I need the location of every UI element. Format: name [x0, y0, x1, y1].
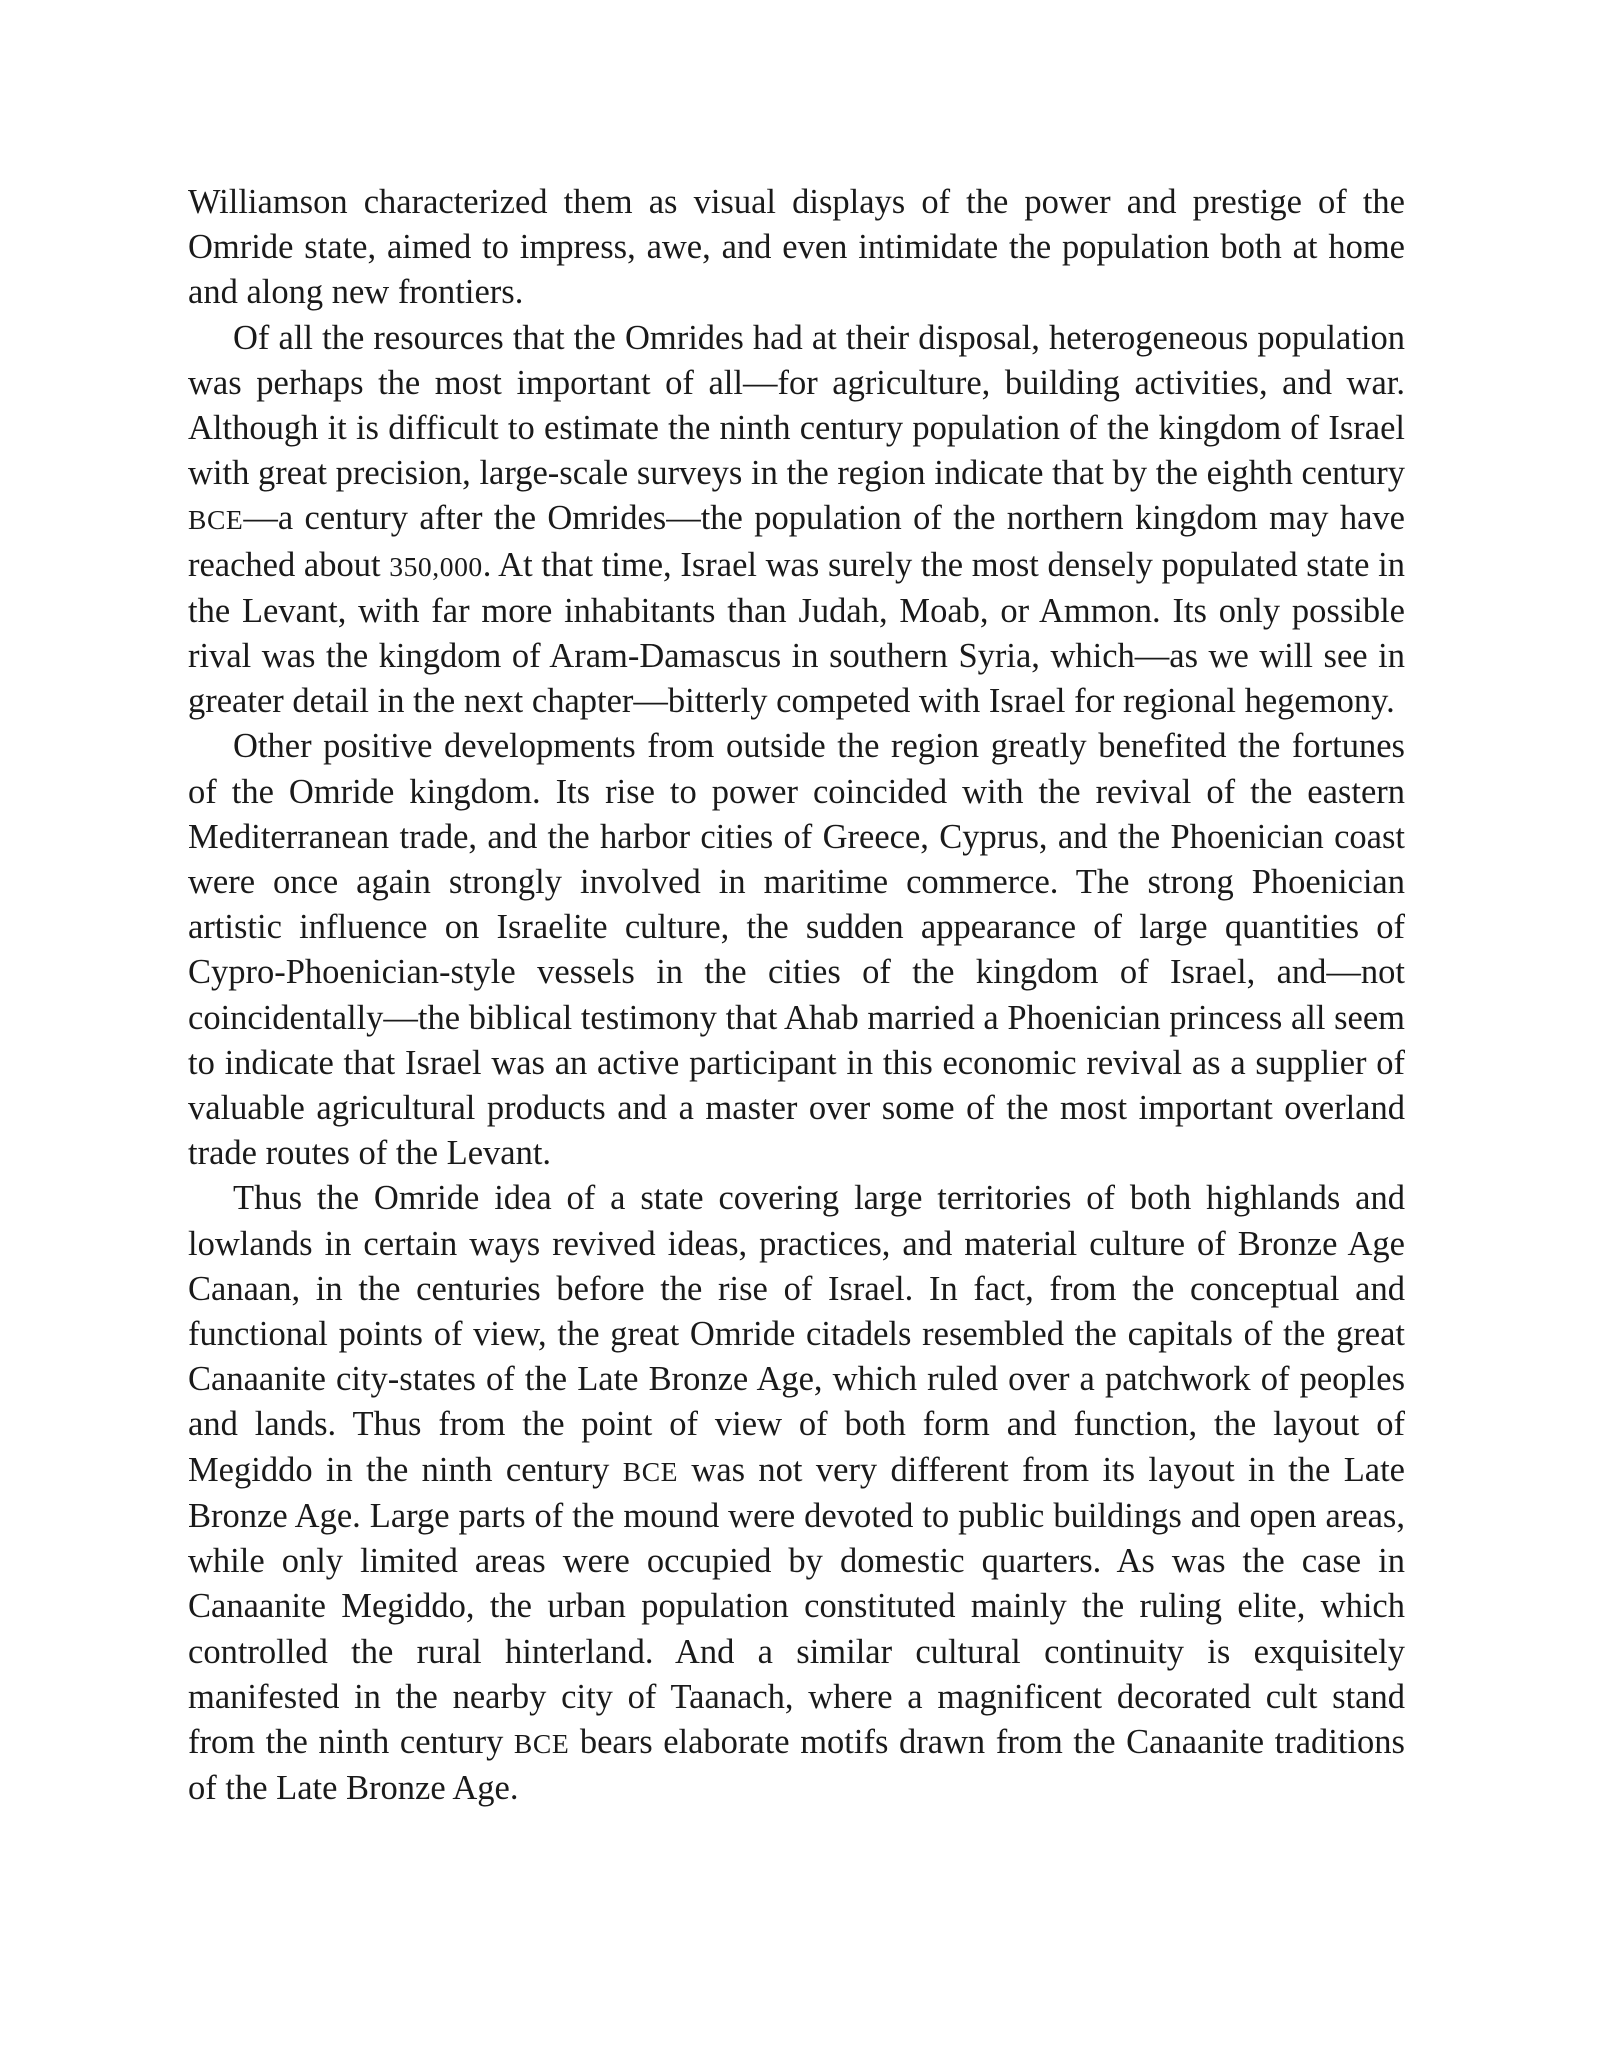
text-run: . At that time, Israel was surely the most densely populated state in the Levant, with far more inhabitants than Judah, Moab, or Ammon. Its only possible rival was the kingdom of Aram-Damascus in southern Syria, which—as we will see in greater detail in the next chapter—bitterly competed with Israel for regional hegemony.: [188, 545, 1406, 721]
text-run: Other positive developments from outside the region greatly benefited the fortunes of the Omride kingdom. Its rise to power coincided with the revival of the eastern Mediterranean trade, and the harbor cities of Greece, Cyprus, and the Phoenician coast were once again strongly involved in maritime commerce. The strong Phoenician artistic influence on Israelite culture, the sudden appearance of large quantities of Cypro-Phoenician-style vessels in the cities of the kingdom of Israel, and—not coincidentally—the biblical testimony that Ahab married a Phoenician princess all seem to indicate that Israel was an active participant in this economic revival as a supplier of valuable agricultural products and a master over some of the most important overland trade routes of the Levant.: [188, 727, 1405, 1173]
smallcaps-era-label: BCE: [188, 504, 244, 536]
smallcaps-era-label: BCE: [622, 1455, 679, 1487]
text-run: was not very different from its layout in the Late Bronze Age. Large parts of the mound were devoted to public buildings and open areas, while only limited areas were occupied by domestic quarters. As was the case in Canaanite Megiddo, the urban population constituted mainly the ruling elite, which controlled the rural hinterland. And a similar cultural continuity is exquisitely manifested in the nearby city of Taanach, where a magnificent decorated cult stand from the ninth century: [188, 1450, 1405, 1761]
paragraph-1: [188, 180, 1405, 316]
text-run: Of all the resources that the Omrides had at their disposal, heterogeneous population was perhaps the most important of all—for agriculture, building activities, and war. Although it is difficult to estimate the ninth century population of the kingdom of Israel with great precision, large-scale surveys in the region indicate that by the eighth century: [188, 318, 1405, 493]
smallcaps-number: 350,000: [389, 550, 483, 582]
document-page: [188, 180, 1405, 1811]
text-run: Thus the Omride idea of a state covering large territories of both highlands and lowlands in certain ways revived ideas, practices, and material culture of Bronze Age Canaan, in the centuries before the rise of Israel. In fact, from the conceptual and functional points of view, the great Omride citadels resembled the capitals of the great Canaanite city-states of the Late Bronze Age, which ruled over a patchwork of peoples and lands. Thus from the point of view of both form and function, the layout of Megiddo in the ninth century: [188, 1179, 1405, 1489]
text-run: Williamson characterized them as visual displays of the power and prestige of the Omride state, aimed to impress, awe, and even intimidate the population both at home and along new frontiers.: [188, 183, 1405, 312]
text-run: bears elaborate motifs drawn from the Canaanite traditions of the Late Bronze Age.: [188, 1722, 1405, 1808]
paragraph-3: [188, 724, 1405, 1176]
smallcaps-era-label: BCE: [513, 1727, 570, 1759]
paragraph-2: [188, 316, 1405, 725]
paragraph-4: [188, 1176, 1405, 1811]
text-run: —a century after the Omrides—the population of the northern kingdom may have reached about: [188, 499, 1405, 584]
